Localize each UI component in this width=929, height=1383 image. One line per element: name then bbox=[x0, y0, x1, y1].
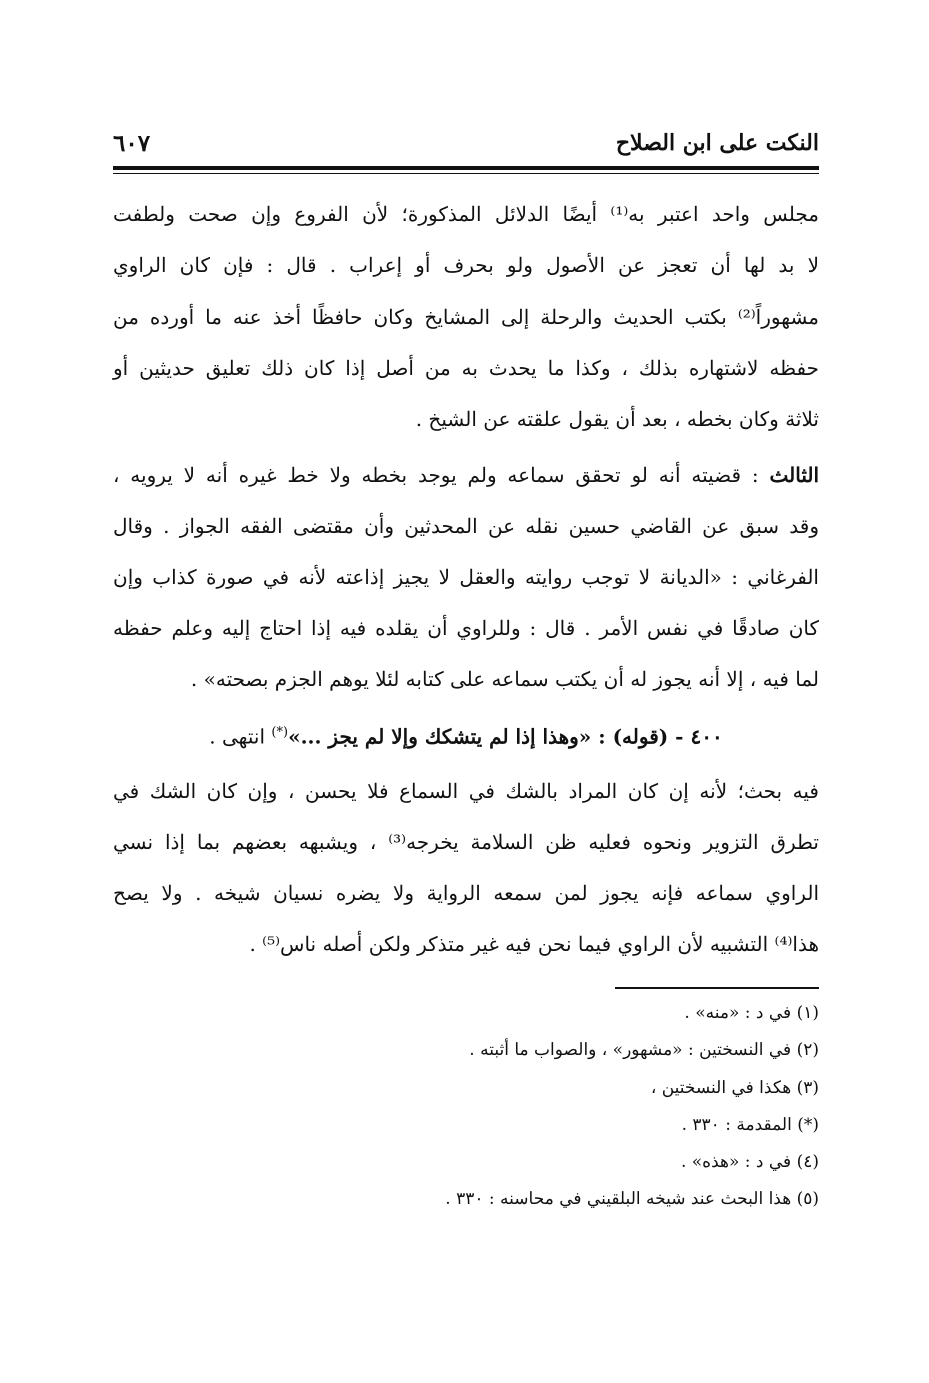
footnote-5: (٥) هذا البحث عند شيخه البلقيني في محاسنه : ٣٣٠ . bbox=[445, 1189, 819, 1209]
item-400-marker: (*) bbox=[271, 725, 289, 740]
paragraph3-line: هذا⁽⁴⁾ التشبيه لأن الراوي فيما نحن فيه غير متذكر ولكن أصله ناس⁽⁵⁾ . bbox=[249, 932, 819, 956]
section-heading-third: الثالث bbox=[769, 463, 820, 487]
paragraph1-line: مجلس واحد اعتبر به⁽¹⁾ أيضًا الدلائل المذكورة؛ لأن الفروع وإن صحت ولطفت bbox=[113, 202, 820, 226]
paragraph3-line: تطرق التزوير ونحوه فعليه ظن السلامة يخرجه⁽³⁾ ، ويشبهه بعضهم بما إذا نسي bbox=[113, 830, 820, 854]
header-rule-thick bbox=[113, 166, 819, 170]
footnote-2: (٢) في النسختين : «مشهور» ، والصواب ما أثبته . bbox=[469, 1040, 819, 1060]
paragraph3-line: فيه بحث؛ لأنه إن كان المراد بالشك في السماع فلا يحسن ، وإن كان الشك في bbox=[113, 779, 819, 803]
paragraph2-first-text: : قضيته أنه لو تحقق سماعه ولم يوجد بخطه ولا خط غيره أنه لا يرويه ، bbox=[113, 463, 759, 487]
header-rule-thin bbox=[113, 173, 819, 174]
paragraph2-line: الفرغاني : «الديانة لا توجب روايته والعقل لا يجيز إذاعته لأنه في صورة كذاب وإن bbox=[113, 565, 819, 589]
page-header bbox=[113, 122, 819, 162]
paragraph1-line: مشهوراً⁽²⁾ بكتب الحديث والرحلة إلى المشايخ وكان حافظًا أخذ عنه ما أورده من bbox=[113, 305, 819, 329]
paragraph2-line: لما فيه ، إلا أنه يجوز له أن يكتب سماعه على كتابه لئلا يوهم الجزم بصحته» . bbox=[190, 667, 819, 691]
paragraph2-line: وقد سبق عن القاضي حسين نقله عن المحدثين وأن مقتضى الفقه الجواز . وقال bbox=[113, 514, 819, 538]
paragraph2-line: كان صادقًا في نفس الأمر . قال : وللراوي أن يقلده فيه إذا احتاج إليه وعلم حفظه bbox=[113, 616, 819, 640]
footnote-3: (٣) هكذا في النسختين ، bbox=[650, 1078, 819, 1098]
item-400-line bbox=[113, 718, 819, 748]
paragraph2-first-line bbox=[113, 460, 819, 490]
footnote-star: (*) المقدمة : ٣٣٠ . bbox=[681, 1115, 819, 1135]
paragraph1-line: ثلاثة وكان بخطه ، بعد أن يقول علقته عن الشيخ . bbox=[415, 407, 819, 431]
paragraph3-line: الراوي سماعه فإنه يجوز لمن سمعه الرواية ولا يضره نسيان شيخه . ولا يصح bbox=[113, 881, 819, 905]
paragraph1-line: لا بد لها أن تعجز عن الأصول ولو بحرف أو إعراب . قال : فإن كان الراوي bbox=[113, 253, 819, 277]
footnote-separator bbox=[615, 987, 819, 989]
footnote-1: (١) في د : «منه» . bbox=[684, 1003, 819, 1023]
paragraph1-line: حفظه لاشتهاره بذلك ، وكذا ما يحدث به من أصل إذا كان ذلك تعليق حديثين أو bbox=[113, 356, 819, 380]
item-400-tail: انتهى . bbox=[209, 724, 272, 749]
footnote-4: (٤) في د : «هذه» . bbox=[680, 1152, 819, 1172]
running-title: النكت على ابن الصلاح bbox=[615, 130, 819, 156]
page-number: ٦٠٧ bbox=[113, 130, 151, 157]
item-400-quote: ٤٠٠ - (قوله) : «وهذا إذا لم يتشكك وإلا لم يجز ...» bbox=[288, 724, 723, 749]
